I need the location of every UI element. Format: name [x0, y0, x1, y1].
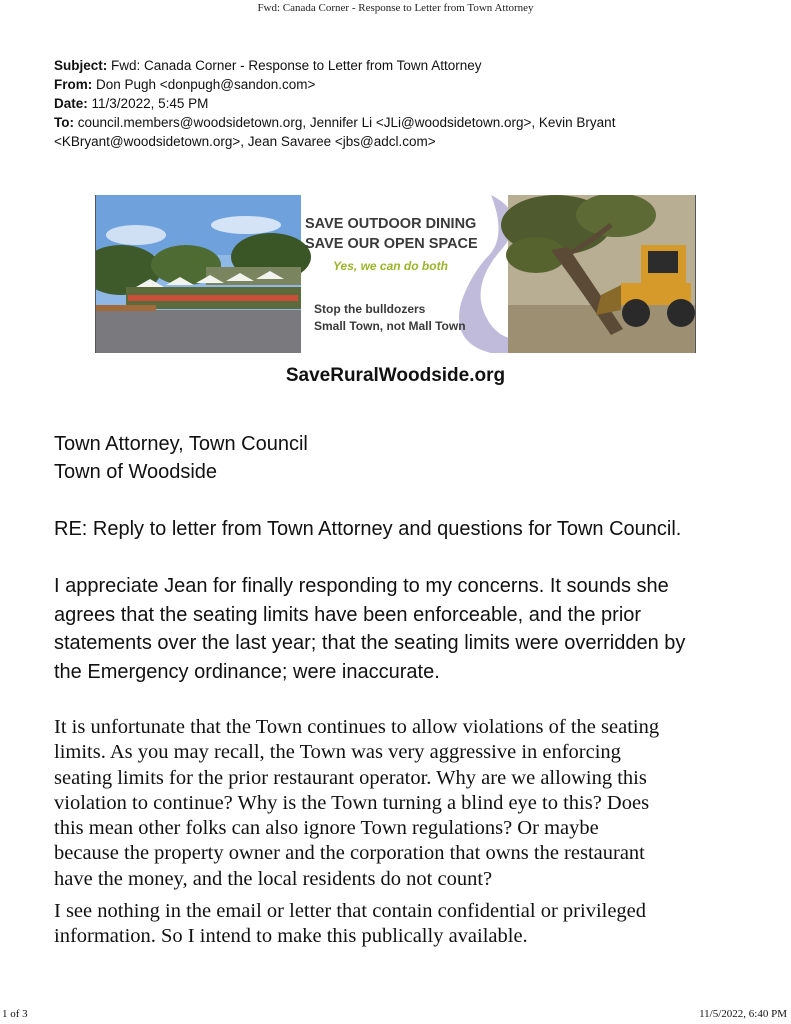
re-line: RE: Reply to letter from Town Attorney and questions for Town Council.	[54, 518, 682, 540]
site-link[interactable]: SaveRuralWoodside.org	[285, 365, 506, 386]
subject-label: Subject:	[54, 58, 108, 73]
paragraph-line: because the property owner and the corporation that owns the restaurant	[54, 842, 645, 865]
to-value-line1: council.members@woodsidetown.org, Jennifer Li <JLi@woodsidetown.org>, Kevin Bryant	[77, 115, 616, 130]
addressee-block	[54, 430, 774, 486]
addressee-line: Town of Woodside	[54, 461, 218, 483]
to-value-line2: <KBryant@woodsidetown.org>, Jean Savaree <jbs@adcl.com>	[54, 134, 436, 149]
to-label: To:	[54, 115, 74, 130]
from-value: Don Pugh <donpugh@sandon.com>	[96, 77, 316, 92]
bulldozer-photo	[501, 195, 695, 353]
banner-graphic	[96, 195, 695, 353]
date-label: Date:	[54, 96, 88, 111]
banner-line4: Small Town, not Mall Town	[314, 319, 466, 333]
paragraph-line: I see nothing in the email or letter that contain confidential or privileged	[54, 900, 647, 922]
paragraph-3	[54, 899, 744, 950]
print-timestamp: 11/5/2022, 6:40 PM	[699, 1008, 787, 1020]
email-metadata	[54, 56, 754, 151]
paragraph-line: I appreciate Jean for finally responding to my concerns. It sounds she	[54, 575, 669, 597]
subject-row	[54, 56, 754, 75]
to-row	[54, 113, 754, 132]
banner-tagline: Yes, we can do both	[333, 259, 448, 273]
paragraph-line: this mean other folks can also ignore Town regulations? Or maybe	[54, 817, 599, 840]
date-row	[54, 94, 754, 113]
paragraph-line: violation to continue? Why is the Town turning a blind eye to this? Does	[54, 791, 650, 814]
paragraph-line: agrees that the seating limits have been enforceable, and the prior	[54, 603, 642, 626]
paragraph-line: statements over the last year; that the seating limits were overridden by	[54, 632, 686, 654]
paragraph-line: the Emergency ordinance; were inaccurate.	[54, 660, 440, 683]
subject-value: Fwd: Canada Corner - Response to Letter from Town Attorney	[111, 58, 482, 73]
paragraph-line: information. So I intend to make this publically available.	[54, 925, 528, 948]
campaign-banner	[95, 195, 696, 353]
page-number: 1 of 3	[2, 1008, 28, 1020]
page-header: Fwd: Canada Corner - Response to Letter from Town Attorney	[257, 2, 534, 14]
banner-text	[305, 216, 478, 333]
paragraph-line: seating limits for the prior restaurant operator. Why are we allowing this	[54, 766, 647, 789]
paragraph-line: have the money, and the local residents do not count?	[54, 867, 493, 890]
paragraph-line: limits. As you may recall, the Town was very aggressive in enforcing	[54, 741, 621, 764]
date-value: 11/3/2022, 5:45 PM	[91, 96, 209, 111]
to-row-continued	[54, 132, 754, 151]
banner-line1: SAVE OUTDOOR DINING	[305, 216, 477, 232]
restaurant-photo	[96, 195, 311, 353]
from-row	[54, 75, 754, 94]
banner-line2: SAVE OUR OPEN SPACE	[305, 236, 478, 252]
addressee-line: Town Attorney, Town Council	[54, 433, 308, 455]
paragraph-1	[54, 572, 774, 686]
paragraph-line: It is unfortunate that the Town continues to allow violations of the seating	[54, 716, 660, 738]
from-label: From:	[54, 77, 93, 92]
banner-line3: Stop the bulldozers	[314, 302, 426, 316]
paragraph-2	[54, 715, 744, 892]
